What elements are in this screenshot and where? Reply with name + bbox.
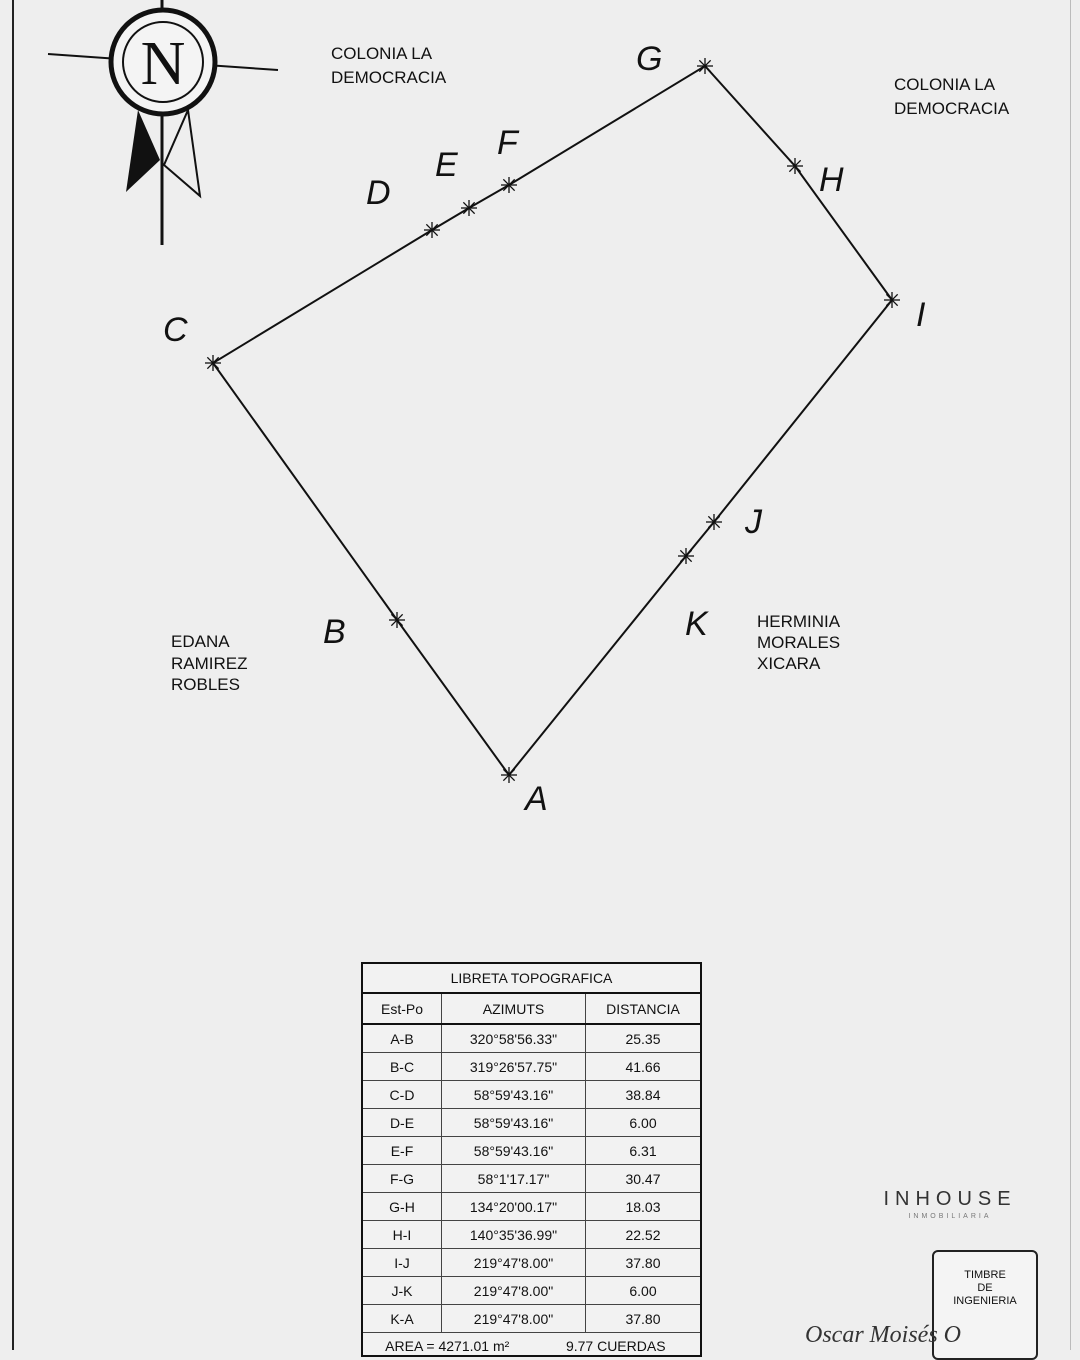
table-row [363,1109,700,1137]
vertex-marker-icon [461,200,477,216]
neighbor-west-line-3: ROBLES [171,675,240,694]
cuerdas-value: 9.77 CUERDAS [565,1338,666,1354]
table-header-row [363,994,700,1024]
cell-est-po: G-H [363,1193,442,1221]
cell-distancia: 6.00 [586,1277,701,1305]
cell-distancia: 22.52 [586,1221,701,1249]
cell-distancia: 25.35 [586,1024,701,1053]
cell-est-po: J-K [363,1277,442,1305]
point-label-a: A [525,780,548,818]
table-row [363,1305,700,1333]
neighbor-east-line-1: HERMINIA [757,612,841,631]
vertex-marker-icon [205,355,221,371]
point-label-d: D [366,174,391,212]
cell-azimut: 219°47'8.00" [442,1305,586,1333]
neighbor-west-line-1: EDANA [171,632,230,651]
table-body [363,1024,700,1333]
brand-name: INHOUSE [883,1188,1017,1210]
cell-azimut: 58°59'43.16" [442,1081,586,1109]
cell-azimut: 140°35'36.99" [442,1221,586,1249]
cell-azimut: 58°1'17.17" [442,1165,586,1193]
cell-azimut: 58°59'43.16" [442,1109,586,1137]
stamp-line-3: INGENIERIA [953,1295,1017,1307]
table-row [363,1165,700,1193]
cell-distancia: 37.80 [586,1305,701,1333]
cell-est-po: I-J [363,1249,442,1277]
cell-est-po: F-G [363,1165,442,1193]
vertex-marker-icon [501,177,517,193]
cell-est-po: B-C [363,1053,442,1081]
vertex-marker-icon [787,158,803,174]
brand-logo [872,1188,1028,1220]
table-row [363,1024,700,1053]
point-label-e: E [435,146,458,184]
cell-distancia: 30.47 [586,1165,701,1193]
brand-subtitle: INMOBILIARIA [908,1213,992,1220]
area-row [363,1333,700,1359]
cell-est-po: D-E [363,1109,442,1137]
cell-distancia: 6.00 [586,1109,701,1137]
cell-azimut: 219°47'8.00" [442,1249,586,1277]
point-labels [163,40,926,818]
neighbor-labels [171,44,1010,694]
neighbor-northeast-line-2: DEMOCRACIA [894,99,1010,118]
table-row [363,1053,700,1081]
table-row [363,1277,700,1305]
cell-est-po: E-F [363,1137,442,1165]
cell-est-po: C-D [363,1081,442,1109]
point-label-j: J [745,503,762,541]
table-row [363,1137,700,1165]
cell-distancia: 41.66 [586,1053,701,1081]
cell-azimut: 58°59'43.16" [442,1137,586,1165]
table-row [363,1221,700,1249]
vertex-marker-icon [884,292,900,308]
table-row [363,1193,700,1221]
neighbor-north-line-1: COLONIA LA [331,44,433,63]
vertex-marker-icon [706,514,722,530]
vertex-marker-icon [424,222,440,238]
point-label-b: B [323,613,346,651]
point-label-k: K [685,605,708,643]
table-title: LIBRETA TOPOGRAFICA [363,964,700,994]
header-azimuts: AZIMUTS [442,994,586,1024]
stamp-line-2: DE [977,1282,993,1294]
neighbor-west-line-2: RAMIREZ [171,654,248,673]
signature: Oscar Moisés O [805,1322,961,1348]
cell-distancia: 18.03 [586,1193,701,1221]
survey-table-grid [363,994,700,1333]
cell-distancia: 37.80 [586,1249,701,1277]
cell-azimut: 319°26'57.75" [442,1053,586,1081]
header-est-po: Est-Po [363,994,442,1024]
vertex-marker-icon [678,548,694,564]
point-label-h: H [819,161,844,199]
cell-est-po: H-I [363,1221,442,1249]
table-row [363,1081,700,1109]
neighbor-east-line-3: XICARA [757,654,821,673]
point-label-f: F [497,124,518,162]
vertex-marker-icon [389,612,405,628]
point-label-i: I [916,296,926,334]
survey-table [361,962,702,1357]
header-distancia: DISTANCIA [586,994,701,1024]
cell-azimut: 320°58'56.33" [442,1024,586,1053]
vertex-marker-icon [501,767,517,783]
north-label: N [140,30,186,98]
cell-est-po: K-A [363,1305,442,1333]
neighbor-northeast-line-1: COLONIA LA [894,75,996,94]
neighbor-north-line-2: DEMOCRACIA [331,68,447,87]
north-arrow-icon [48,0,278,245]
point-label-g: G [636,40,663,78]
cell-azimut: 134°20'00.17" [442,1193,586,1221]
cell-est-po: A-B [363,1024,442,1053]
cell-distancia: 38.84 [586,1081,701,1109]
stamp-line-1: TIMBRE [964,1269,1006,1281]
vertex-marker-icon [697,58,713,74]
cell-distancia: 6.31 [586,1137,701,1165]
cell-azimut: 219°47'8.00" [442,1277,586,1305]
neighbor-east-line-2: MORALES [757,633,841,652]
area-value: AREA = 4271.01 m² [385,1338,510,1354]
table-row [363,1249,700,1277]
point-label-c: C [163,311,188,349]
